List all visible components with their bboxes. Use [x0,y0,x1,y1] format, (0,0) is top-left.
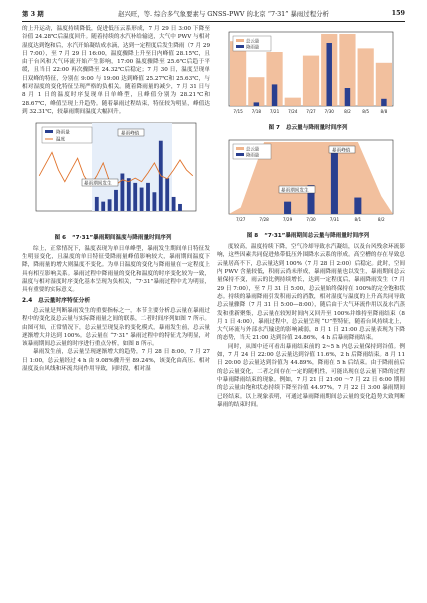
figure-6-title: “7·31”暴雨期间温度与降雨量时间序列 [71,234,172,241]
x-tick-label: 7/29 [282,216,293,222]
x-tick-label: 8/8 [380,109,388,114]
figure-8-number: 图 8 [246,232,259,239]
x-tick-label: 7/27 [236,216,246,222]
legend-cloud: 总云量 [246,39,260,45]
issue-number: 第 3 期 [22,10,44,18]
x-tick-label: 7/28 [259,216,269,222]
x-tick-label: 8/1 [354,216,362,222]
x-axis-ticks [236,217,385,222]
rain-bar [326,43,331,106]
paragraph: 暴雨发生前，总云量呈现逐渐增大的趋势，7 月 28 日 8:00，7 月 27 日 1:00，总云量经过 4 h 由 9.08%骤升至 89.24%，该变化由高压、相对湿度及台风线和环流共同作用导致，同时段，相对湿 [22,349,210,373]
figure-8-title: “7·31”暴雨期间总云量与降雨量时间序列 [264,232,370,239]
rain-bar [178,204,182,211]
rain-bar [331,152,338,214]
rain-bar [354,197,361,213]
rain-bar [95,197,99,211]
annotation-period: 暴雨期间发生 [281,187,309,193]
figure-8-chart [217,136,405,228]
paragraph: 总云量是判断暴雨发生的重要指标之一，本节主要分析总云量在暴雨过程中的变化及总云量与实际降雨量之间的联系，二者时间序列如图 7 所示。由图可知，正常情况下，总云量呈现复杂的变化模式，暴雨发生前，总云量逐渐增大并达到 100%。总云量在 “7·31” 暴雨过程中的特征尤为明显，对该暴雨期间总云量的时序进行重点分析，如图 8 所示。 [22,307,210,348]
x-tick-label: 8/2 [377,216,385,222]
annotation-period: 暴雨期间发生 [84,181,112,187]
legend-rain: 降雨量 [56,130,70,136]
annotation-peak: 暴雨峰值 [332,147,351,153]
x-tick-label: 8/5 [362,109,370,114]
paragraph: 度较高，温度持续下降，空气冷却导致水汽凝结，以及台风残余环流影响，这些因素共同促进热带低压外围降水云系的形成。高空槽的存在导致总云量居高不下，总云量达到 100%（7 月 28 日 2:00）后稳定。此时，空间内 PWV 含量较低，积雨云尚未形成，暴雨降雨量也以发生，暴雨期间总云量保持不变，雨云的比例持续增长，达到一定程度后，暴雨降雨发生（7 月 29 日 7:00），至 7 月 31 日 5:00，总云量始终保持在 100%的完全饱和状态。持续的暴雨降雨引发积雨云的消散，相对湿度与温度的上升高共同导致总云量骤降（7 月 31 日 5:00—8:00），随后由于大气环流作用以及水汽蒸发和重新聚集，总云量在较短时间内又回升至 100%并维持至降雨结束（8 月 1 日 4:00），暴雨过程中，总云量呈现 “U”型特征，随着台风持续北上，大气环流与外部水汽输送的影响减弱，8 月 1 日 21:00 总云量表现为下降的态势，当天 21:00 达到谷值 24.86%，4 h 后暴雨降雨结束。 [217,244,405,342]
x-tick-label: 7/30 [306,216,316,222]
legend-swatch-rain [236,153,244,156]
legend [233,144,271,159]
rain-bar [140,188,144,211]
rain-bar [120,174,124,211]
running-header [22,9,405,22]
left-column [22,25,210,373]
legend [233,36,271,51]
x-tick-label: 7/24 [288,109,298,114]
rain-bar [127,178,131,211]
rain-bar [146,183,150,211]
x-tick-label: 7/18 [251,109,262,114]
figure-7-title: 总云量与降雨量时间序列 [285,125,348,132]
figure-7 [217,28,405,133]
running-title: 赵兴旺，等. 综合多气象要素与 GNSS-PWV 的北京 “7·31” 暴雨过程分析 [118,10,329,18]
legend-rain: 降雨量 [246,45,260,51]
page-number: 159 [391,9,405,17]
rain-bar [165,178,169,211]
rain-bar [152,193,156,212]
paragraph: 同时，从图中还可看出暴雨结束前的 2~5 h 内总云量保持到谷值。例如，7 月 24 日 22:00 总云量达到谷值 11.6%，2 h 后降雨结束。8 月 11 日 20:00 总云量达到谷值为 44.89%，降雨在 5 h 后结束。由于降雨前后的总云量变化，二者之间存在一定的随机性，可能出现在总云量下降的过程中暴雨降雨结束的现象。例如，7 月 21 日 21:00 ～7 月 22 日 6:00 期间的总云量由饱和状态持续下降至谷值 44.97%，7 月 22 日 3:00 暴雨期间已经结束。以上现象表明，可通过暴雨降雨期间总云量的变化趋势大致判断暴雨的结束时间。 [217,343,405,408]
legend-swatch-cloud [236,39,244,42]
x-tick-label: 8/2 [344,109,351,114]
right-column [217,25,405,409]
figure-6-caption [22,234,210,242]
figure-7-caption [217,124,405,132]
x-tick-label: 7/15 [233,109,243,114]
annotation-peak: 暴雨峰值 [121,131,140,137]
figure-6 [22,119,210,242]
rain-bar [172,197,176,211]
rain-bar [254,102,259,106]
legend-rain: 降雨量 [246,153,260,159]
rain-bar [101,202,105,211]
rain-bar [284,201,291,213]
cloud-bar [285,98,301,106]
rain-bar [133,183,137,211]
paragraph: 综上，正常情况下，温度表现为单日单峰型，暴雨发生期间单日特征发生明显变化，且温度的单日特征受降雨量峰值影响较大，暴雨期间温度下降，降雨量的增大则温度不变化。为单日温度的变化与降雨量在一定程度上具有相互影响关系。暴雨过程中降雨量的变化和温度的时序变化较为一致，温度与相对湿度时序变化基本呈现为负相关，“7·31”暴雨过程中尤为明显，具有重要的实际意义。 [22,245,210,294]
paragraph: 的上升运动，温度持续降低，促进低压云系形成，7 月 29 日 3:00 下降至谷值 24.28℃后温度回升。随着持续的水汽补给输送，大气中 PWV 与相对湿度达到饱和后，水汽开始凝结成水滴，达到一定程度后发生降雨（7 月 29 日 7:00），至 7 月 29 日 16:00，温度骤降上升至日内峰值 28.15℃，且由于台风和大气环流开始产生影响，17:00 温度骤降至 25.6℃后趋于平缓，且当日 22:00 再次骤降至 24.32℃后稳定；7 月 30 日，温度呈现单日双峰的特征，分别在 9:00 与 19:00 达到峰值 25.27℃和 25.63℃，与相对湿度的变化特征呈现严格的负相关。随着降雨量的减少，7 月 31 日与 8 月 1 日的温度时序复现单日单峰型，且峰值分别为 28.21℃和 28.67℃，峰值呈现上升趋势。随着暴雨过程结束，特征较为明显，峰值达到 32.31℃，较暴雨期间温度大幅回升。 [22,26,210,115]
x-tick-label: 7/30 [324,109,334,114]
figure-6-number: 图 6 [54,234,66,241]
legend-swatch-rain [45,130,53,133]
cloud-bar [358,48,374,106]
rain-bar [272,84,277,106]
legend-cloud: 总云量 [246,147,260,153]
figure-6-chart [22,119,210,229]
rain-bar [108,200,112,212]
rain-bar [345,88,350,106]
x-tick-label: 7/31 [329,216,340,222]
x-tick-label: 7/21 [269,109,280,114]
rain-bar [381,99,386,106]
legend-swatch-cloud [236,147,244,150]
section-heading: 2.4 总云量时序特征分析 [22,297,91,304]
legend-swatch-rain [236,45,244,48]
legend-temp: 温度 [56,137,66,143]
cloud-bar [248,77,264,106]
rain-bar [114,190,118,211]
x-axis-ticks [233,109,387,114]
figure-7-number: 图 7 [268,125,280,132]
figure-7-chart [217,28,405,120]
cloud-bar [303,56,319,106]
x-tick-label: 7/27 [306,109,316,114]
figure-8-caption [217,232,405,240]
legend [42,127,92,143]
figure-8 [217,136,405,241]
